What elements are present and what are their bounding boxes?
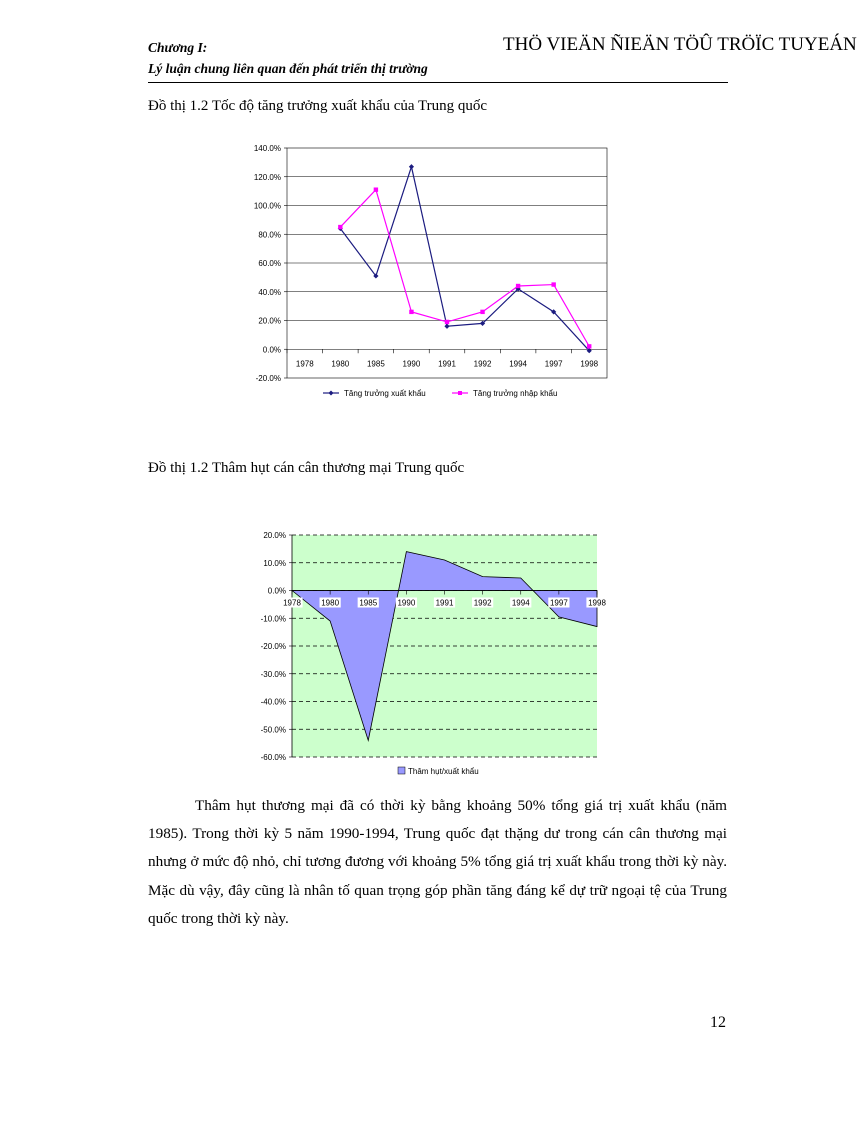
chart1-ytick-label: 140.0% — [253, 144, 281, 153]
chart2-ytick-label: 20.0% — [263, 531, 286, 540]
chart2-group — [261, 531, 608, 776]
chart1-ytick-label: 60.0% — [258, 259, 281, 268]
chart2-xtick-label: 1998 — [588, 598, 606, 608]
chart1-data-point — [374, 187, 378, 191]
chart2-xtick-label: 1994 — [511, 598, 530, 608]
chart2-xtick-label: 1997 — [549, 598, 568, 608]
chart1-xtick-label: 1980 — [331, 359, 350, 369]
chart1-xtick-label: 1978 — [295, 359, 314, 369]
chart1-xtick-label: 1985 — [366, 359, 385, 369]
paragraph-text: Thâm hụt thương mại đã có thời kỳ bằng khoảng 50% tổng giá trị xuất khẩu (năm 1985). Trong thời kỳ 5 năm 1990-1994, Trung quốc đạt thặng dư trong cán cân thương mại nhưng ở mức độ nhỏ, chỉ tương đương với khoảng 5% tổng giá trị xuất khẩu trong thời kỳ này. Mặc dù vậy, đây cũng là nhân tố quan trọng góp phần tăng đáng kể dự trữ ngoại tệ của Trung quốc trong thời kỳ này. — [148, 797, 727, 927]
chart2-ytick-label: -50.0% — [260, 725, 286, 735]
chart1-xtick-label: 1997 — [544, 359, 563, 369]
chart2-xtick-label: 1991 — [435, 598, 454, 608]
chart2-ytick-label: -40.0% — [260, 697, 286, 707]
chart1-legend-label: Tăng trưởng xuất khẩu — [344, 389, 426, 398]
chart1-data-point — [551, 282, 555, 286]
chart1-ytick-label: 0.0% — [262, 345, 281, 355]
chapter-title: Chương I: — [148, 40, 208, 55]
chart2-legend-swatch — [398, 767, 405, 774]
chart1-data-point — [587, 344, 591, 348]
chart1-legend-label: Tăng trưởng nhập khẩu — [473, 389, 558, 398]
chart1-ytick-label: 120.0% — [253, 172, 281, 182]
chart2-xtick-label: 1980 — [321, 598, 340, 608]
page-number: 12 — [710, 1014, 726, 1031]
chart1-xtick-label: 1998 — [580, 359, 599, 369]
chart1-ytick-label: 100.0% — [253, 201, 281, 211]
chart2-ytick-label: -30.0% — [260, 669, 286, 679]
chart1-caption: Đồ thị 1.2 Tốc độ tăng trưởng xuất khẩu của Trung quốc — [148, 98, 488, 114]
chart1-data-point — [338, 225, 342, 229]
chart1-xtick-label: 1994 — [509, 359, 528, 369]
chart1-xtick-label: 1991 — [438, 359, 456, 369]
chart1-data-point — [480, 310, 484, 314]
chart1-legend-marker — [458, 391, 462, 395]
chart2-ytick-label: -10.0% — [260, 614, 286, 624]
chart2-xtick-label: 1978 — [283, 598, 301, 608]
chart2-caption: Đồ thị 1.2 Thâm hụt cán cân thương mại Trung quốc — [148, 460, 465, 476]
chart2-xtick-label: 1985 — [359, 598, 378, 608]
chart2-xtick-label: 1990 — [397, 598, 416, 608]
chart1-data-point — [445, 320, 449, 324]
chart2-ytick-label: -60.0% — [260, 753, 286, 762]
chart1-data-point — [409, 310, 413, 314]
chart2-legend-label: Thâm hụt/xuất khẩu — [408, 767, 479, 776]
chart1-group — [254, 144, 607, 398]
chart2-ytick-label: 10.0% — [263, 558, 286, 568]
chapter-subtitle: Lý luận chung liên quan đến phát triển thị trường — [148, 61, 428, 76]
body-paragraph — [148, 792, 727, 933]
chart1-ytick-label: -20.0% — [255, 374, 281, 383]
chart1-xtick-label: 1990 — [402, 359, 421, 369]
library-watermark: THÖ VIEÄN ÑIEÄN TÖÛ TRÖÏC TUYEÁN — [503, 34, 857, 55]
chart1-ytick-label: 20.0% — [258, 316, 281, 326]
chart1-ytick-label: 80.0% — [258, 230, 281, 240]
chart1-data-point — [516, 284, 520, 288]
chart2-ytick-label: -20.0% — [260, 642, 286, 651]
chart2-xtick-label: 1992 — [473, 598, 492, 608]
chart1-ytick-label: 40.0% — [258, 287, 281, 297]
chart1-legend-marker — [329, 391, 334, 396]
chart2-ytick-label: 0.0% — [267, 586, 286, 596]
chart1-xtick-label: 1992 — [473, 359, 492, 369]
